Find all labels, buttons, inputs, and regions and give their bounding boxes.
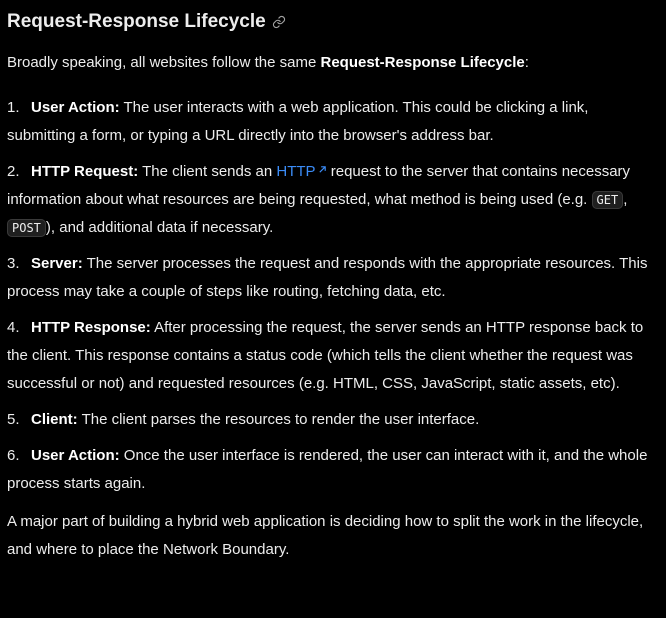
step-item [7, 314, 659, 398]
lifecycle-steps [7, 94, 659, 498]
code-post: POST [7, 219, 46, 237]
step-number: 2. [7, 163, 20, 180]
step-text: ), and additional data if necessary. [45, 219, 274, 236]
step-item [7, 442, 659, 498]
intro-bold: Request-Response Lifecycle [320, 54, 525, 71]
http-link[interactable] [276, 163, 326, 180]
step-number: 1. [7, 99, 20, 116]
closing-paragraph: A major part of building a hybrid web application is deciding how to split the work in the lifecycle, and where to place the Network Boundary. [7, 513, 644, 558]
intro-text: Broadly speaking, all websites follow the same [7, 54, 321, 71]
step-number: 3. [7, 255, 20, 272]
http-link-label: HTTP [276, 163, 316, 180]
step-number: 5. [7, 411, 20, 428]
step-item [7, 250, 659, 306]
step-text: The server processes the request and responds with the appropriate resources. This process may take a couple of steps like routing, fetching data, etc. [7, 255, 648, 300]
step-number: 6. [7, 447, 20, 464]
external-arrow-icon [318, 165, 327, 174]
code-separator: , [623, 191, 628, 208]
step-text: request to the server that contains necessary information about what resources are being requested, what method is being used (e.g. [7, 163, 631, 208]
step-item [7, 158, 659, 242]
step-title: Server: [31, 255, 83, 272]
section-heading [7, 10, 659, 34]
step-title: Client: [31, 411, 78, 428]
step-text: The user interacts with a web application. This could be clicking a link, submitting a form, or typing a URL directly into the browser's address bar. [7, 99, 589, 144]
step-number: 4. [7, 319, 20, 336]
step-item [7, 406, 659, 434]
step-title: HTTP Response: [31, 319, 151, 336]
step-text: The client parses the resources to render the user interface. [77, 411, 480, 428]
step-title: User Action: [31, 447, 120, 464]
intro-suffix: : [524, 54, 529, 71]
step-text: Once the user interface is rendered, the user can interact with it, and the whole process starts again. [7, 447, 648, 492]
code-get: GET [592, 191, 624, 209]
intro-paragraph [7, 49, 659, 77]
step-text: The client sends an [138, 163, 277, 180]
heading-text: Request-Response Lifecycle [7, 11, 266, 32]
step-item [7, 94, 659, 150]
step-text: After processing the request, the server sends an HTTP response back to the client. This response contains a status code (which tells the client whether the request was successful or not) and requested resources (e.g. HTML, CSS, JavaScript, static assets, etc). [7, 319, 644, 392]
step-title: HTTP Request: [31, 163, 139, 180]
step-title: User Action: [31, 99, 120, 116]
link-icon[interactable] [272, 15, 286, 29]
